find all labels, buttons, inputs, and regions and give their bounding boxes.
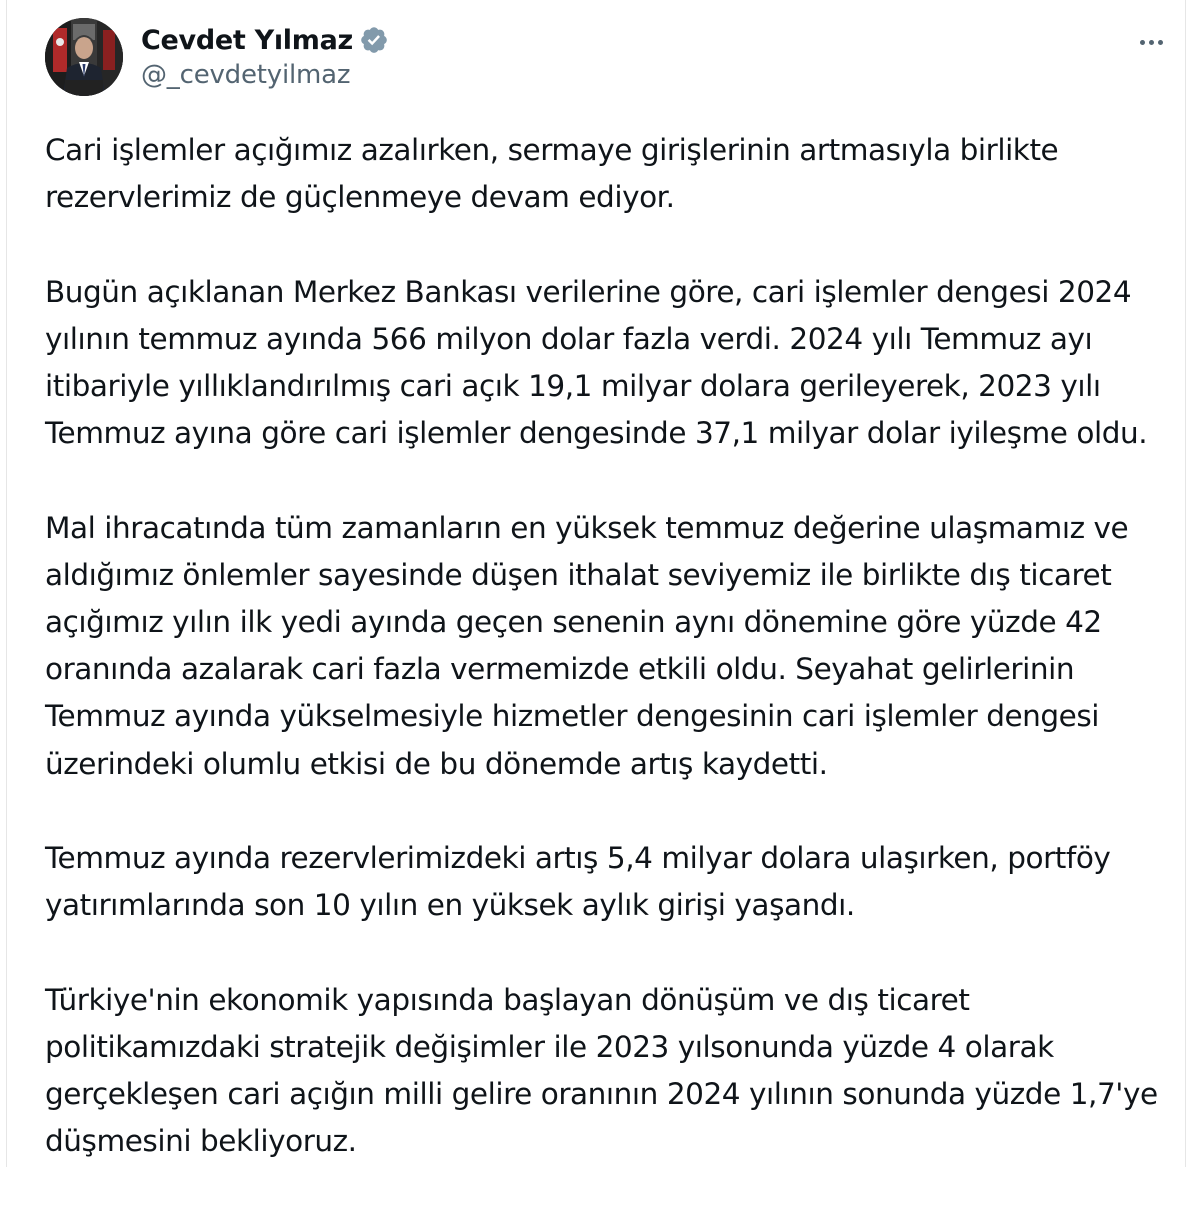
tweet-paragraph bbox=[45, 505, 1185, 788]
author-display-name[interactable]: Cevdet Yılmaz bbox=[141, 24, 353, 56]
avatar-portrait-image bbox=[45, 18, 123, 96]
tweet-line: yatırımlarında son 10 yılın en yüksek aylık girişi yaşandı. bbox=[45, 888, 855, 923]
tweet-text bbox=[45, 127, 1185, 1213]
tweet-line: Mal ihracatında tüm zamanların en yüksek temmuz değerine ulaşmamız ve bbox=[45, 510, 1129, 545]
tweet-line: itibariyle yıllıklandırılmış cari açık 19,1 milyar dolara gerileyerek, 2023 yılı bbox=[45, 369, 1101, 403]
tweet-line: rezervlerimiz de güçlenmeye devam ediyor. bbox=[45, 180, 675, 215]
tweet-paragraph bbox=[45, 835, 1185, 929]
more-options-icon-dot bbox=[1158, 40, 1163, 45]
tweet-line: üzerindeki olumlu etkisi de bu dönemde artış kaydetti. bbox=[45, 746, 828, 781]
more-options-icon-dot bbox=[1149, 40, 1154, 45]
tweet-card bbox=[6, 0, 1186, 1167]
tweet-line: yılının temmuz ayında 566 milyon dolar fazla verdi. 2024 yılı Temmuz ayı bbox=[45, 321, 1093, 356]
more-options-icon bbox=[1140, 40, 1145, 45]
tweet-line: Bugün açıklanan Merkez Bankası verilerine göre, cari işlemler dengesi 2024 bbox=[45, 274, 1132, 309]
tweet-line: düşmesini bekliyoruz. bbox=[45, 1124, 357, 1159]
display-name-row bbox=[141, 20, 389, 60]
tweet-line: Türkiye'nin ekonomik yapısında başlayan dönüşüm ve dış ticaret bbox=[45, 982, 970, 1017]
tweet-line: oranında azalarak cari fazla vermemizde etkili oldu. Seyahat gelirlerinin bbox=[45, 652, 1075, 687]
tweet-line: Temmuz ayına göre cari işlemler dengesinde 37,1 milyar dolar iyileşme oldu. bbox=[45, 416, 1148, 451]
tweet-line: Temmuz ayında yükselmesiyle hizmetler dengesinin cari işlemler dengesi bbox=[45, 699, 1100, 734]
tweet-paragraph bbox=[45, 977, 1185, 1166]
tweet-paragraph bbox=[45, 269, 1185, 458]
tweet-line: Cari işlemler açığımız azalırken, sermaye girişlerinin artmasıyla birlikte bbox=[45, 133, 1059, 167]
tweet-paragraph bbox=[45, 127, 1185, 221]
tweet-line: gerçekleşen cari açığın milli gelire oranının 2024 yılının sonunda yüzde 1,7'ye bbox=[45, 1077, 1158, 1111]
verified-badge-icon[interactable] bbox=[359, 25, 389, 55]
author-avatar[interactable] bbox=[45, 18, 123, 96]
author-handle[interactable]: @_cevdetyilmaz bbox=[141, 60, 351, 90]
tweet-line: Temmuz ayında rezervlerimizdeki artış 5,4 milyar dolara ulaşırken, portföy bbox=[45, 841, 1111, 875]
tweet-line: aldığımız önlemler sayesinde düşen ithalat seviyemiz ile birlikte dış ticaret bbox=[45, 557, 1112, 592]
tweet-line: politikamızdaki stratejik değişimler ile 2023 yılsonunda yüzde 4 olarak bbox=[45, 1029, 1054, 1064]
tweet-header bbox=[45, 18, 1175, 100]
more-options-button[interactable] bbox=[1127, 24, 1175, 60]
author-info bbox=[141, 20, 389, 90]
tweet-line: açığımız yılın ilk yedi ayında geçen senenin aynı dönemine göre yüzde 42 bbox=[45, 605, 1102, 639]
